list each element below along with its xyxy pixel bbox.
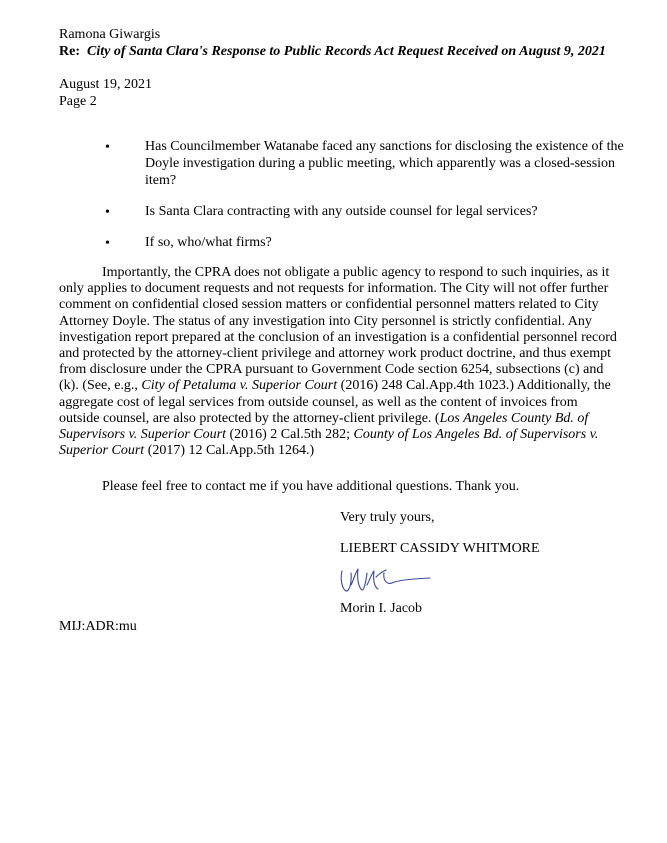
firm-name: LIEBERT CASSIDY WHITMORE xyxy=(340,541,540,556)
body-paragraph xyxy=(59,265,619,459)
case-citation: Los Angeles County Bd. of Supervisors v. Superior Court xyxy=(59,410,589,443)
bullet-item: Is Santa Clara contracting with any outside counsel for legal services? xyxy=(145,204,538,219)
reference-initials: MIJ:ADR:mu xyxy=(59,619,137,634)
re-title: City of Santa Clara's Response to Public Records Act Request Received on August 9, 2021 xyxy=(87,44,606,59)
closing-paragraph: Please feel free to contact me if you have additional questions. Thank you. xyxy=(102,479,520,494)
paragraph-text: (2016) 2 Cal.5th 282; xyxy=(225,427,354,443)
subject-line xyxy=(59,44,619,60)
re-label: Re: xyxy=(59,44,80,59)
paragraph-text: Importantly, the CPRA does not obligate a public agency to respond to such inquiries, as it only applies to document requests and not requests for information. The City will not offer further comment on confidential closed session matters or confidential personnel matters related to City Attorney Doyle. The status of any investigation into City personnel is strictly confidential. Any investigation report prepared at the conclusion of an investigation is a confidential personnel record and protected by the attorney-client privilege and attorney work product doctrine, and thus exempt from disclosure under the CPRA pursuant to Government Code section 6254, subsections (c) and (k). (See, e.g., xyxy=(59,265,617,394)
paragraph-text: (2017) 12 Cal.App.5th 1264.) xyxy=(144,443,315,459)
bullet-item: Has Councilmember Watanabe faced any sanctions for disclosing the existence of the Doyle investigation during a public meeting, which apparently was a closed-session item? xyxy=(145,139,624,188)
recipient-name: Ramona Giwargis xyxy=(59,27,161,42)
bullet-marker: • xyxy=(105,236,110,251)
bullet-marker: • xyxy=(105,205,110,220)
salutation: Very truly yours, xyxy=(340,510,435,525)
bullet-marker: • xyxy=(105,140,110,155)
bullet-item: If so, who/what firms? xyxy=(145,235,272,250)
handwritten-signature xyxy=(336,563,436,599)
case-citation: City of Petaluma v. Superior Court xyxy=(141,378,338,394)
paragraph-text: (2016) 248 Cal.App.4th 1023.) Additionally, the aggregate cost of legal services from outside counsel, as well as the content of invoices from outside counsel, are also protected by the attorney-client privilege. ( xyxy=(59,378,611,426)
letter-date: August 19, 2021 xyxy=(59,77,152,92)
case-citation: County of Los Angeles Bd. of Supervisors v. Superior Court xyxy=(59,427,599,459)
page-number: Page 2 xyxy=(59,94,97,109)
signer-name: Morin I. Jacob xyxy=(340,601,423,616)
